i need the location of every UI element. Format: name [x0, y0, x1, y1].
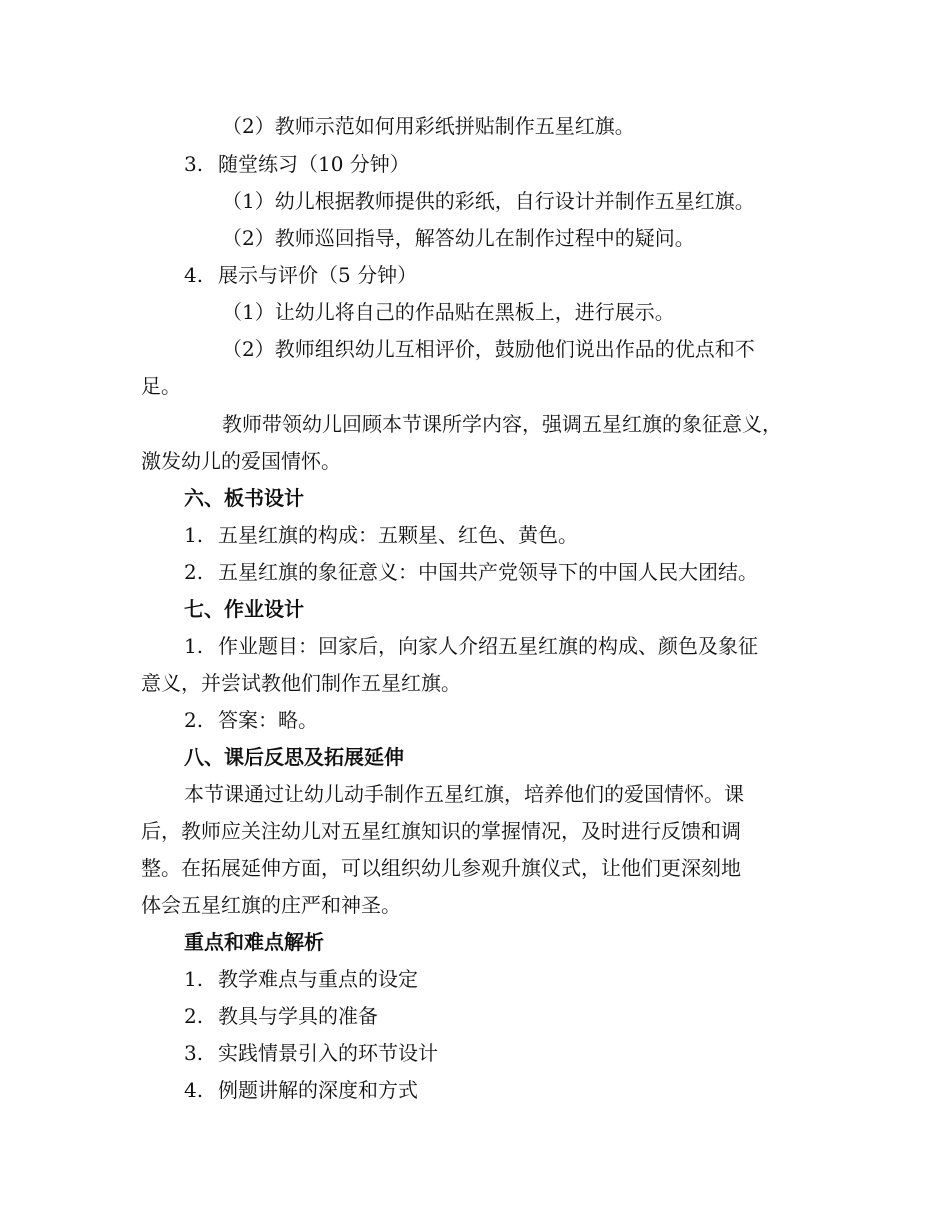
list-number: 2.: [184, 560, 204, 584]
list-number: 4.: [184, 1078, 204, 1102]
list-number: 4.: [184, 263, 204, 287]
paragraph-line: （2）教师组织幼儿互相评价，鼓励他们说出作品的优点和不: [222, 337, 755, 361]
list-item: [184, 706, 318, 734]
paragraph-line: 激发幼儿的爱国情怀。: [141, 449, 341, 473]
paragraph-line: 教师带领幼儿回顾本节课所学内容，强调五星红旗的象征意义，: [222, 412, 782, 436]
list-number: 1.: [184, 634, 204, 658]
section-heading: 七、作业设计: [184, 597, 304, 621]
list-item: [184, 1002, 378, 1030]
section-heading: 六、板书设计: [184, 486, 304, 510]
list-item-text: 随堂练习（10 分钟）: [218, 152, 410, 176]
paragraph-line: （1）幼儿根据教师提供的彩纸，自行设计并制作五星红旗。: [222, 189, 755, 213]
paragraph-line: （2）教师示范如何用彩纸拼贴制作五星红旗。: [222, 114, 635, 138]
list-number: 2.: [184, 708, 204, 732]
list-item-text: 教具与学具的准备: [218, 1004, 378, 1028]
list-item: [184, 632, 758, 660]
paragraph-line: 意义，并尝试教他们制作五星红旗。: [141, 671, 461, 695]
paragraph-line: 后，教师应关注幼儿对五星红旗知识的掌握情况，及时进行反馈和调: [141, 819, 741, 843]
list-item-text: 教学难点与重点的设定: [218, 967, 418, 991]
section-heading: 重点和难点解析: [184, 930, 324, 954]
list-item-text: 五星红旗的象征意义：中国共产党领导下的中国人民大团结。: [218, 560, 758, 584]
list-item-text: 答案：略。: [218, 708, 318, 732]
section-heading: 八、课后反思及拓展延伸: [184, 745, 404, 769]
list-item-text: 例题讲解的深度和方式: [218, 1078, 418, 1102]
list-item: [184, 1039, 438, 1067]
list-item-text: 实践情景引入的环节设计: [218, 1041, 438, 1065]
list-item: [184, 150, 410, 178]
list-item-text: 展示与评价（5 分钟）: [218, 263, 418, 287]
list-number: 3.: [184, 1041, 204, 1065]
list-number: 1.: [184, 523, 204, 547]
paragraph-line: （1）让幼儿将自己的作品贴在黑板上，进行展示。: [222, 300, 675, 324]
list-item: [184, 521, 578, 549]
paragraph-line: 足。: [141, 374, 181, 398]
paragraph-line: （2）教师巡回指导，解答幼儿在制作过程中的疑问。: [222, 226, 695, 250]
paragraph-line: 整。在拓展延伸方面，可以组织幼儿参观升旗仪式，让他们更深刻地: [141, 856, 741, 880]
list-number: 2.: [184, 1004, 204, 1028]
list-number: 1.: [184, 967, 204, 991]
paragraph-line: 体会五星红旗的庄严和神圣。: [141, 893, 401, 917]
list-item: [184, 1076, 418, 1104]
list-item: [184, 261, 417, 289]
list-item: [184, 965, 418, 993]
list-item-text: 五星红旗的构成：五颗星、红色、黄色。: [218, 523, 578, 547]
list-item-text: 作业题目：回家后，向家人介绍五星红旗的构成、颜色及象征: [218, 634, 758, 658]
list-item: [184, 558, 758, 586]
paragraph-line: 本节课通过让幼儿动手制作五星红旗，培养他们的爱国情怀。课: [184, 782, 744, 806]
list-number: 3.: [184, 152, 204, 176]
